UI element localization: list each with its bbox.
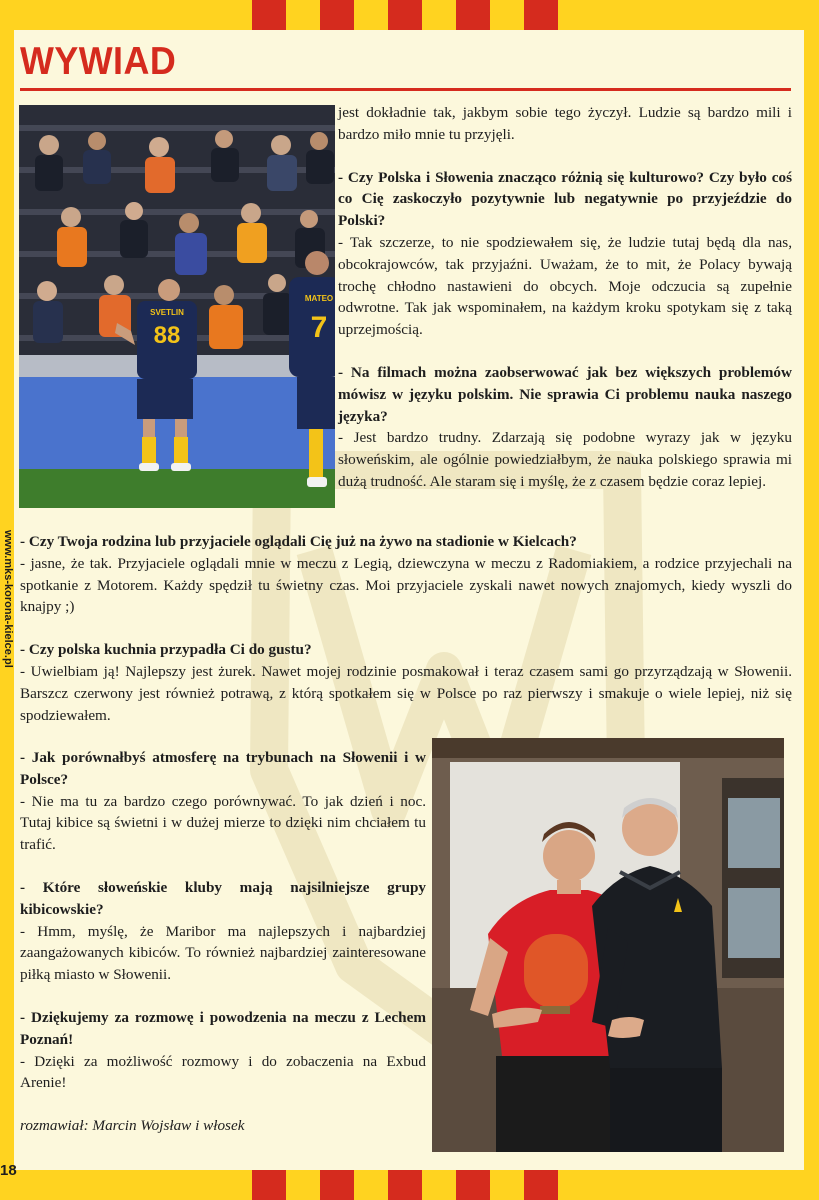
top-stripe-bar — [0, 0, 819, 30]
middle-section — [20, 531, 792, 726]
bottom-left-column — [20, 747, 426, 1137]
answer-family: - jasne, że tak. Przyjaciele oglądali mnie w meczu z Legią, dziewczyna w meczu z Radomiakiem, a rodzice przyjechali na spotkanie z Motorem. Każdy spędził tu świetny czas. Moi przyjaciele zyskali nawet nowych znajomych, kiedy wyszli do knajpy ;) — [20, 554, 792, 616]
page-number: 18 — [0, 1162, 17, 1179]
red-stripe — [252, 1170, 286, 1200]
interviewer-credit: rozmawiał: Marcin Wojsław i włosek — [20, 1117, 245, 1135]
question-cuisine: - Czy polska kuchnia przypadła Ci do gustu? — [20, 641, 312, 659]
award-presentation-photo — [432, 738, 784, 1152]
question-fan-groups: - Które słoweńskie kluby mają najsilniejsze grupy kibicowskie? — [20, 878, 426, 918]
closing-thanks: - Dziękujemy za rozmowę i powodzenia na meczu z Lechem Poznań! — [20, 1008, 426, 1048]
red-stripe — [388, 0, 422, 30]
website-url: www.mks-korona-kielce.pl — [2, 530, 14, 668]
question-culture: - Czy Polska i Słowenia znacząco różnią się kulturowo? Czy było coś co Cię zaskoczyło pozytywnie lub negatywnie po przyjeździe do Polski? — [338, 168, 792, 230]
bottom-stripe-bar — [0, 1170, 819, 1200]
red-stripe — [456, 0, 490, 30]
red-stripe — [320, 1170, 354, 1200]
red-stripe — [252, 0, 286, 30]
header-underline — [20, 88, 791, 91]
closing-reply: - Dzięki za możliwość rozmowy i do zobaczenia na Exbud Arenie! — [20, 1052, 426, 1092]
answer-culture: - Tak szczerze, to nie spodziewałem się, że ludzie tutaj będą dla nas, obcokrajowców, tak przyjaźni. Uważam, że to mit, że Polacy bywają trochę chłodno nastawieni do obcych. Moje odczucia są zupełnie odwrotne. Tak jak wspominałem, na każdym kroku spotykam się z taką uprzejmością. — [338, 233, 792, 339]
red-stripe — [524, 1170, 558, 1200]
magazine-page — [0, 30, 804, 1179]
red-stripe — [456, 1170, 490, 1200]
question-family: - Czy Twoja rodzina lub przyjaciele oglądali Cię już na żywo na stadionie w Kielcach? — [20, 533, 577, 550]
answer-fan-groups: - Hmm, myślę, że Maribor ma najlepszych i najbardziej zaangażowanych kibiców. To również najbardziej zainteresowane piłką miasto w Słowenii. — [20, 922, 426, 984]
red-stripe — [524, 0, 558, 30]
player-celebration-photo — [19, 105, 335, 508]
shirt-name-mateo: MATEO — [304, 294, 334, 303]
answer-atmosphere: - Nie ma tu za bardzo czego porównywać. To jak dzień i noc. Tutaj kibice są świetni i w dużej mierze to dzięki nim chciałem tu trafić. — [20, 792, 426, 854]
shirt-number-88: 88 — [153, 322, 181, 349]
question-atmosphere: - Jak porównałbyś atmosferę na trybunach na Słowenii i w Polsce? — [20, 749, 426, 788]
shirt-number-7: 7 — [310, 311, 328, 344]
answer-cuisine: - Uwielbiam ją! Najlepszy jest żurek. Nawet mojej rodzinie posmakował i teraz czasem sami go przyrządzają w Słowenii. Barszcz czerwony jest również potrawą, z którą spotkałem się w Polsce po raz pierwszy i smakuje o wiele lepiej, niż się spodziewałem. — [20, 662, 792, 724]
answer-language: - Jest bardzo trudny. Zdarzają się podobne wyrazy jak w języku słoweńskim, ale ogólnie powiedziałbym, że nauka polskiego sprawia mi dużą trudność. Ale staram się i myślę, że z czasem będzie coraz lepiej. — [338, 429, 792, 490]
question-language: - Na filmach można zaobserwować jak bez większych problemów mówisz w języku polskim. Nie sprawia Ci problemu nauka naszego języka? — [338, 363, 792, 425]
intro-answer: jest dokładnie tak, jakbym sobie tego życzył. Ludzie są bardzo mili i bardzo miło mnie tu przyjęli. — [338, 104, 792, 143]
section-title: WYWIAD — [20, 40, 177, 83]
red-stripe — [320, 0, 354, 30]
red-stripe — [388, 1170, 422, 1200]
shirt-name-svetlin: SVETLIN — [150, 308, 184, 317]
top-right-column — [338, 102, 792, 493]
